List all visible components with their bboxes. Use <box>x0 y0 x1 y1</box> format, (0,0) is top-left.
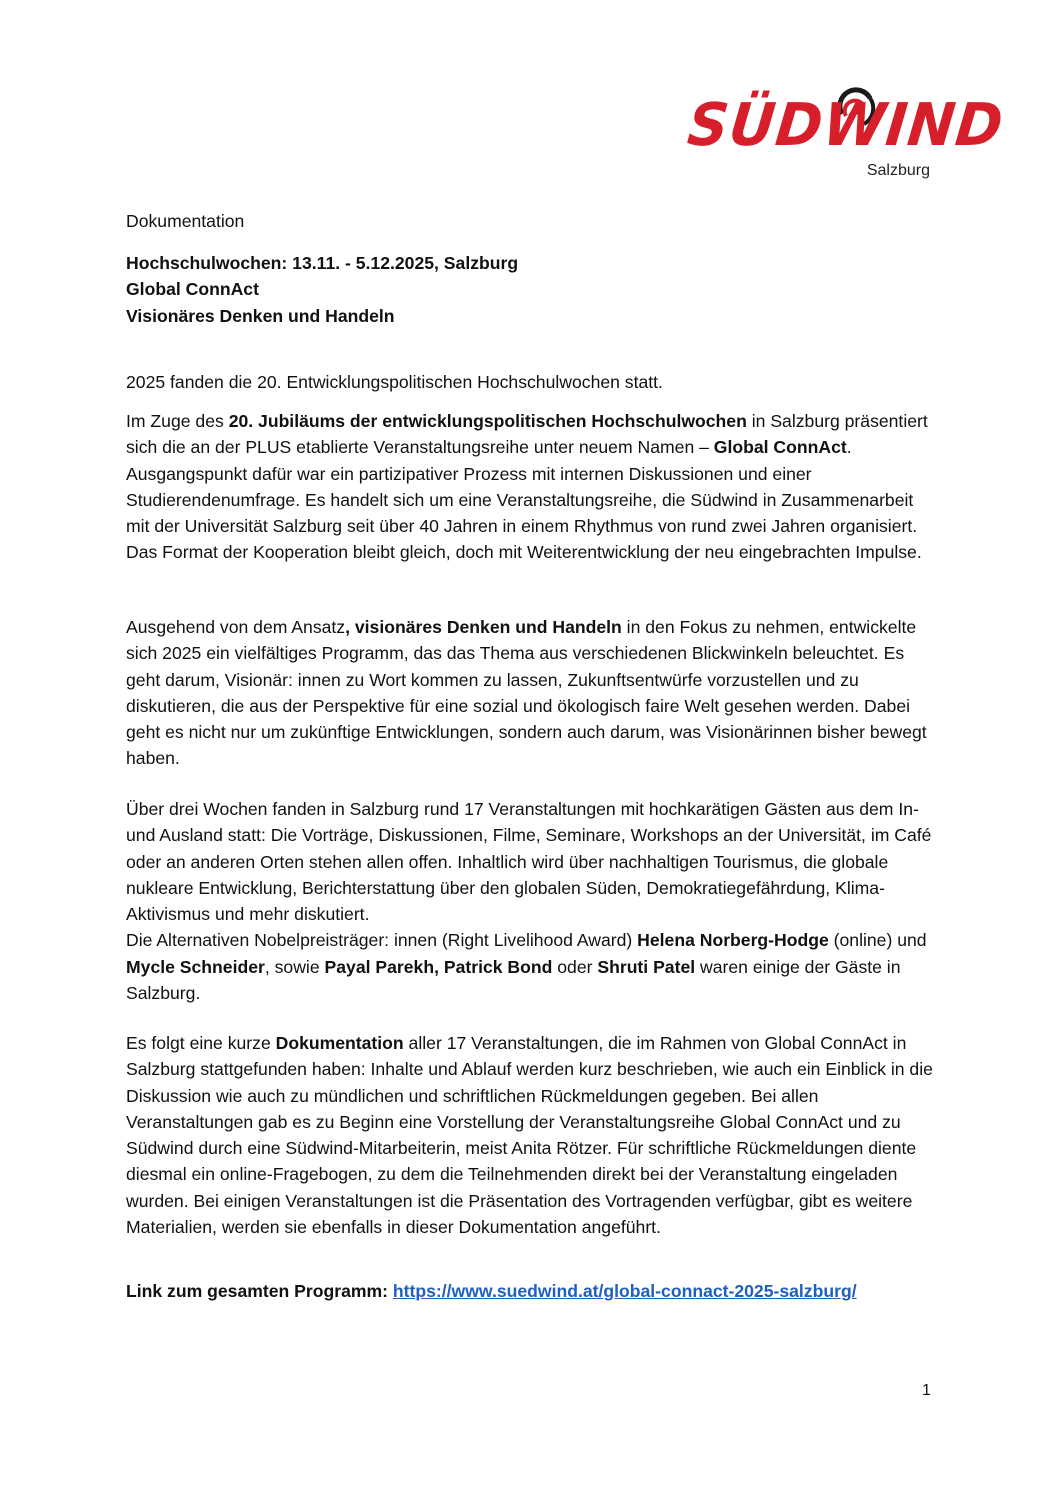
paragraph-documentation <box>126 1030 936 1240</box>
text-run: aller 17 Veranstaltungen, die im Rahmen von Global ConnAct in Salzburg stattgefunden haben: Inhalte und Ablauf werden kurz beschrieben, wie auch ein Einblick in die Diskussion wie auch zu mündlichen und schriftlichen Rückmeldungen gegeben. Bei allen Veranstaltungen gab es zu Beginn eine Vorstellung der Veranstaltungsreihe Global ConnAct und zu Südwind durch eine Südwind-Mitarbeiterin, meist Anita Rötzer. Für schriftliche Rückmeldungen diente diesmal ein online-Fragebogen, zu dem die Teilnehmenden direkt bei der Veranstaltung eingeladen wurden. Bei einigen Veranstaltungen ist die Präsentation des Vortragenden verfügbar, gibt es weitere Materialien, werden sie ebenfalls in dieser Dokumentation angeführt. <box>126 1033 933 1238</box>
text-run: Es folgt eine kurze <box>126 1033 276 1053</box>
bold-run: Global ConnAct <box>713 437 847 458</box>
bold-run: Helena Norberg-Hodge <box>637 930 829 951</box>
bold-run: Shruti Patel <box>597 956 696 977</box>
heading-line-theme: Visionäres Denken und Handeln <box>126 305 395 326</box>
page-number: 1 <box>922 1382 931 1399</box>
text-run: Die Alternativen Nobelpreisträger: innen (Right Livelihood Award) <box>126 930 638 951</box>
logo-subtitle: Salzburg <box>866 162 930 179</box>
suedwind-logo <box>684 84 1007 184</box>
program-link-line <box>126 1278 936 1304</box>
bold-run: 20. Jubiläums der entwicklungspolitischen Hochschulwochen <box>228 411 747 431</box>
text-run: waren einige der Gäste in Salzburg. <box>126 956 901 1004</box>
bold-run: , visionäres Denken und Handeln <box>345 617 622 637</box>
program-link[interactable]: https://www.suedwind.at/global-connact-2025-salzburg/ <box>392 1281 857 1301</box>
bold-run: Payal Parekh, Patrick Bond <box>324 956 553 977</box>
heading-line-dates: Hochschulwochen: 13.11. - 5.12.2025, Salzburg <box>126 253 519 273</box>
text-run: Über drei Wochen fanden in Salzburg rund 17 Veranstaltungen mit hochkarätigen Gästen aus dem In- und Ausland statt: Die Vorträge, Diskussionen, Filme, Seminare, Workshops an der Universität, im Café oder an anderen Orten stehen allen offen. Inhaltlich wird über nachhaltigen Tourismus, die globale nukleare Entwicklung, Berichterstattung über den globalen Süden, Demokratiegefährdung, Klima-Aktivismus und mehr diskutiert. <box>126 799 932 925</box>
paragraph-intro: 2025 fanden die 20. Entwicklungspolitischen Hochschulwochen statt. <box>126 372 663 392</box>
text-run: in Salzburg präsentiert sich die an der PLUS etablierte Veranstaltungsreihe unter neuem Namen – <box>126 411 928 458</box>
document-heading <box>126 250 936 329</box>
text-run: Ausgehend von dem Ansatz <box>126 617 346 637</box>
text-run: in den Fokus zu nehmen, entwickelte sich 2025 ein vielfältiges Programm, das das Thema aus verschiedenen Blickwinkeln beleuchtet. Es geht darum, Visionär: innen zu Wort kommen zu lassen, Zukunftsentwürfe vorzustellen und zu diskutieren, die aus der Perspektive für eine sozial und ökologisch faire Welt gesehen werden. Dabei geht es nicht nur um zukünftige Entwicklungen, sondern auch darum, was Visionärinnen bisher bewegt haben. <box>126 617 927 769</box>
text-run: Im Zuge des <box>126 411 229 431</box>
text-run: , sowie <box>264 956 325 977</box>
program-link-label: Link zum gesamten Programm: <box>126 1281 393 1301</box>
paragraph-events <box>126 796 936 1006</box>
document-label: Dokumentation <box>126 211 245 231</box>
paragraph-jubilee <box>126 408 936 566</box>
logo-wordmark: SÜDWIND <box>684 91 1007 160</box>
text-run: (online) und <box>828 930 927 951</box>
text-run: oder <box>552 956 598 977</box>
heading-line-series: Global ConnAct <box>126 279 259 300</box>
bold-run: Mycle Schneider <box>126 956 265 977</box>
paragraph-approach <box>126 614 936 772</box>
text-run: . Ausgangspunkt dafür war ein partizipativer Prozess mit internen Diskussionen und einer Studierendenumfrage. Es handelt sich um eine Veranstaltungsreihe, die Südwind in Zusammenarbeit mit der Universität Salzburg seit über 40 Jahren in einem Rhythmus von rund zwei Jahren organisiert. Das Format der Kooperation bleibt gleich, doch mit Weiterentwicklung der neu eingebrachten Impulse. <box>126 437 922 563</box>
bold-run: Dokumentation <box>275 1033 404 1053</box>
